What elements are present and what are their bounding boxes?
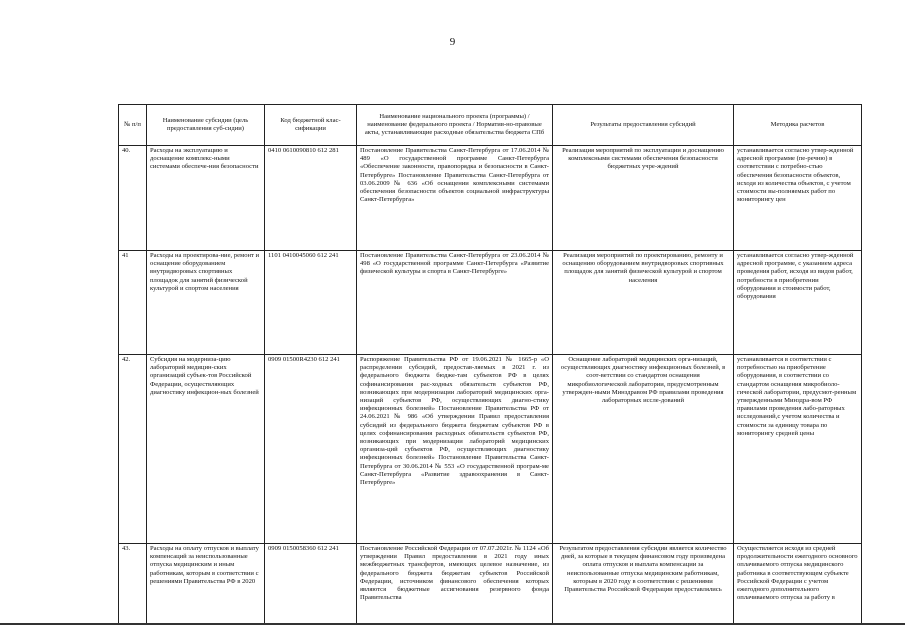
table-row	[119, 355, 862, 544]
row-code: 0909 01500R4230 612 241	[265, 355, 357, 544]
header-method: Методика расчетов	[734, 105, 862, 146]
table-header-row	[119, 105, 862, 146]
row-results: Оснащение лабораторий медицинских орга-низаций, осуществляющих диагностику инфекционных болезней, в соот-ветствии со стандартом оснащения микробиологической лаборатории, предусмотренным утвержден-ными Минздравом РФ правилами проведения лабораторных иссле-дований	[553, 355, 734, 544]
row-num: 42.	[119, 355, 147, 544]
row-results: Результатом предоставления субсидии является количество дней, за которые в текущем финансовом году произведена оплата отпусков и выплата компенсации за неиспользованные отпуска медицинским работникам, которым в 2020 году в соответствии с решениями Правительства Российской Федерации предоставлялись	[553, 544, 734, 625]
table-row	[119, 251, 862, 355]
header-results: Результаты предоставления субсидий	[553, 105, 734, 146]
row-method: Осуществляется исходя из средней продолжительности ежегодного основного оплачиваемого отпуска медицинского работника в соответствующем субъекте Российской Федерации с учетом ежегодного дополнительного оплачиваемого отпуска за работу в	[734, 544, 862, 625]
header-num: № п/п	[119, 105, 147, 146]
row-method: устанавливается согласно утвер-жденной адресной программе, с указанием адреса проведения работ, исходя из видов работ, потребности в приобретении оборудования и стоимости работ, оборудования	[734, 251, 862, 355]
row-results: Реализация мероприятий по проектированию, ремонту и оснащению оборудованием внутридворовых спортивных площадок для занятий физической культурой и спортом населения	[553, 251, 734, 355]
subsidies-table	[118, 104, 862, 625]
row-num: 41	[119, 251, 147, 355]
row-name: Субсидия на модерниза-цию лабораторий медицин-ских организаций субъек-тов Российской Федерации, осуществляющих диагностику инфекцион-ных болезней	[147, 355, 265, 544]
row-acts: Постановление Российской Федерации от 07.07.2021г. № 1124 «Об утверждении Правил предоставления в 2021 году иных межбюджетных трансфертов, имеющих целевое назначение, из федерального бюджета бюджетам субъектов Российской Федерации, источником финансового обеспечения которых являются бюджетные ассигнования резервного фонда Правительства	[357, 544, 553, 625]
page-number: 9	[449, 36, 456, 48]
row-acts: Постановление Правительства Санкт-Петербурга от 17.06.2014 № 489 «О государственной программе Санкт-Петербурга «Обеспечение законности, правопорядка и безопасности в Санкт-Петербурге» Постановление Правительства Санкт-Петербурга от 03.06.2009 № 636 «Об оснащении комплексными системами обеспечения безопасности объектов социальной инфраструктуры Санкт-Петербурга»	[357, 146, 553, 251]
row-acts: Постановление Правительства Санкт-Петербурга от 23.06.2014 № 498 «О государственной программе Санкт-Петербурга «Развитие физической культуры и спорта в Санкт-Петербурге»	[357, 251, 553, 355]
row-code: 0909 0150058360 612 241	[265, 544, 357, 625]
row-name: Расходы на оплату отпусков и выплату компенсаций за неиспользованные отпуска медицинским и иным работникам, которым в соответствии с решениями Правительства РФ в 2020	[147, 544, 265, 625]
table-row	[119, 146, 862, 251]
row-num: 40.	[119, 146, 147, 251]
row-num: 43.	[119, 544, 147, 625]
row-name: Расходы на проектирова-ние, ремонт и оснащение оборудованием внутридворовых спортивных площадок для занятий физической культурой и спортом населения	[147, 251, 265, 355]
row-method: устанавливается согласно утвер-жденной адресной программе (пе-речню) в соответствии с потребно-стью обеспечения безопасности объектов, исходя из количества объектов, с учетом стоимости вы-полняемых работ по мониторингу цен	[734, 146, 862, 251]
header-code: Код бюджетной клас-сификации	[265, 105, 357, 146]
row-method: устанавливается в соответствии с потребностью на приобретение оборудования, в соответствии со стандартом оснащения микробиоло-гической лаборатории, предусмот-ренным утвержденными Минздра-вом РФ правилами проведения лабо-раторных исследований,с учетом количества и стоимости за единицу товара по мониторингу средней цены	[734, 355, 862, 544]
row-code: 1101 0410045060 612 241	[265, 251, 357, 355]
row-results: Реализация мероприятий по эксплуатации и доснащению комплексными системами обеспечения безопасности бюджетных учре-ждений	[553, 146, 734, 251]
row-name: Расходы на эксплуатацию и доснащение комплекс-ными системами обеспече-ния безопасности	[147, 146, 265, 251]
page-bottom-rule	[0, 623, 905, 625]
header-acts: Наименование национального проекта (программы) / наименование федерального проекта / Норматив-но-правовые акты, устанавливающие расходные обязательства бюджета СПб	[357, 105, 553, 146]
table-row	[119, 544, 862, 625]
row-code: 0410 0610090810 612 281	[265, 146, 357, 251]
header-name: Наименование субсидии (цель предоставления суб-сидии)	[147, 105, 265, 146]
row-acts: Распоряжение Правительства РФ от 19.06.2021 № 1665-р «О распределении субсидий, предостав-ляемых в 2021 г. из федерального бюджета бюдже-там субъектов РФ в целях софинансирования рас-ходных обязательств субъектов РФ, возникающих при модернизации лабораторий медицинских орга-низаций субъектов РФ, осуществляющих диагно-стику инфекционных болезней» Постановление Правительства РФ от 24.06.2021 № 986 «Об утверждении Правил предоставления субсидий из федерального бюджета бюджетам субъектов РФ в целях софинансирования расходных обязательств субъектов РФ, возникающих при модернизации лабораторий медицинских организа-ций субъектов РФ, осуществляющих диагностику инфекционных болезней» Постановление Правительства Санкт-Петербурга от 30.06.2014 № 553 «О государственной програм-ме Санкт-Петербурга «Развитие здравоохранения в Санкт-Петербурге»	[357, 355, 553, 544]
